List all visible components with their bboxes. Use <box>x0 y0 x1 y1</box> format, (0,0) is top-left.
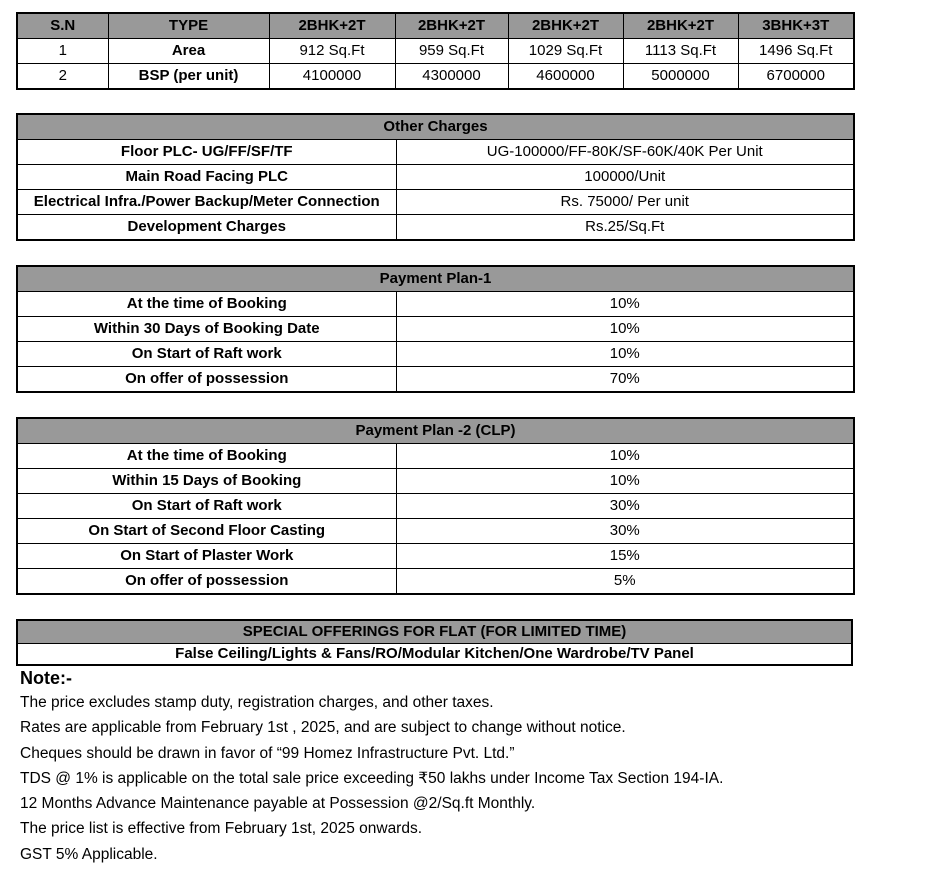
plan-stage: At the time of Booking <box>17 292 396 317</box>
note-line: 12 Months Advance Maintenance payable at Possession @2/Sq.ft Monthly. <box>20 795 536 813</box>
note-line: TDS @ 1% is applicable on the total sale price exceeding ₹50 lakhs under Income Tax Section 194-IA. <box>20 769 724 787</box>
plan-percent: 10% <box>396 469 854 494</box>
plan-percent: 10% <box>396 444 854 469</box>
plan-percent: 30% <box>396 519 854 544</box>
price-cell: 959 Sq.Ft <box>395 39 508 64</box>
table-row <box>17 367 854 393</box>
note-line: The price excludes stamp duty, registration charges, and other taxes. <box>20 694 494 711</box>
charge-value: Rs.25/Sq.Ft <box>396 215 854 241</box>
price-table-header-row <box>17 13 854 39</box>
price-cell: 1029 Sq.Ft <box>508 39 623 64</box>
charge-value: 100000/Unit <box>396 165 854 190</box>
plan-stage: On Start of Second Floor Casting <box>17 519 396 544</box>
price-header-unit-1: 2BHK+2T <box>269 13 395 39</box>
price-row-label: BSP (per unit) <box>108 64 269 90</box>
price-cell: 4300000 <box>395 64 508 90</box>
plan-stage: Within 15 Days of Booking <box>17 469 396 494</box>
plan-stage: Within 30 Days of Booking Date <box>17 317 396 342</box>
price-cell: 4600000 <box>508 64 623 90</box>
table-row <box>17 317 854 342</box>
notes-section <box>20 666 920 867</box>
plan-stage: On Start of Plaster Work <box>17 544 396 569</box>
price-cell: 1496 Sq.Ft <box>738 39 854 64</box>
plan-percent: 70% <box>396 367 854 393</box>
plan-percent: 30% <box>396 494 854 519</box>
price-header-sn: S.N <box>17 13 108 39</box>
price-cell: 6700000 <box>738 64 854 90</box>
price-header-type: TYPE <box>108 13 269 39</box>
plan-percent: 10% <box>396 342 854 367</box>
notes-title: Note:- <box>20 668 72 688</box>
price-table <box>16 12 855 90</box>
table-row <box>17 292 854 317</box>
table-row <box>17 494 854 519</box>
plan-percent: 10% <box>396 292 854 317</box>
price-cell: 4100000 <box>269 64 395 90</box>
charge-label: Development Charges <box>17 215 396 241</box>
table-row <box>17 215 854 241</box>
table-row <box>17 544 854 569</box>
price-header-unit-2: 2BHK+2T <box>395 13 508 39</box>
charge-label: Floor PLC- UG/FF/SF/TF <box>17 140 396 165</box>
plan-percent: 15% <box>396 544 854 569</box>
table-row <box>17 469 854 494</box>
table-row <box>17 39 854 64</box>
note-line: Rates are applicable from February 1st , 2025, and are subject to change without notice. <box>20 719 626 737</box>
special-offerings-title: SPECIAL OFFERINGS FOR FLAT (FOR LIMITED TIME) <box>17 620 852 644</box>
note-line: The price list is effective from February 1st, 2025 onwards. <box>20 820 423 838</box>
charge-label: Electrical Infra./Power Backup/Meter Connection <box>17 190 396 215</box>
payment-plan-1-table <box>16 265 855 393</box>
note-line: Cheques should be drawn in favor of “99 Homez Infrastructure Pvt. Ltd.” <box>20 744 515 762</box>
table-row <box>17 569 854 595</box>
table-row <box>17 190 854 215</box>
price-cell: 1113 Sq.Ft <box>623 39 738 64</box>
table-row <box>17 140 854 165</box>
price-cell: 5000000 <box>623 64 738 90</box>
price-cell: 2 <box>17 64 108 90</box>
charge-value: Rs. 75000/ Per unit <box>396 190 854 215</box>
plan-percent: 5% <box>396 569 854 595</box>
table-row <box>17 444 854 469</box>
plan-stage: On offer of possession <box>17 569 396 595</box>
special-offerings-text: False Ceiling/Lights & Fans/RO/Modular Kitchen/One Wardrobe/TV Panel <box>17 644 852 666</box>
price-header-unit-3: 2BHK+2T <box>508 13 623 39</box>
plan-stage: On Start of Raft work <box>17 342 396 367</box>
plan-stage: On offer of possession <box>17 367 396 393</box>
plan-percent: 10% <box>396 317 854 342</box>
charge-value: UG-100000/FF-80K/SF-60K/40K Per Unit <box>396 140 854 165</box>
payment-plan-1-title: Payment Plan-1 <box>17 266 854 292</box>
other-charges-title: Other Charges <box>17 114 854 140</box>
payment-plan-2-title: Payment Plan -2 (CLP) <box>17 418 854 444</box>
price-header-unit-5: 3BHK+3T <box>738 13 854 39</box>
table-row <box>17 165 854 190</box>
price-row-label: Area <box>108 39 269 64</box>
note-line: GST 5% Applicable. <box>20 845 158 863</box>
special-offerings-table <box>16 619 853 666</box>
charge-label: Main Road Facing PLC <box>17 165 396 190</box>
table-row <box>17 519 854 544</box>
other-charges-table <box>16 113 855 241</box>
table-row <box>17 64 854 90</box>
table-row <box>17 342 854 367</box>
plan-stage: At the time of Booking <box>17 444 396 469</box>
price-header-unit-4: 2BHK+2T <box>623 13 738 39</box>
price-cell: 912 Sq.Ft <box>269 39 395 64</box>
plan-stage: On Start of Raft work <box>17 494 396 519</box>
price-cell: 1 <box>17 39 108 64</box>
payment-plan-2-table <box>16 417 855 595</box>
